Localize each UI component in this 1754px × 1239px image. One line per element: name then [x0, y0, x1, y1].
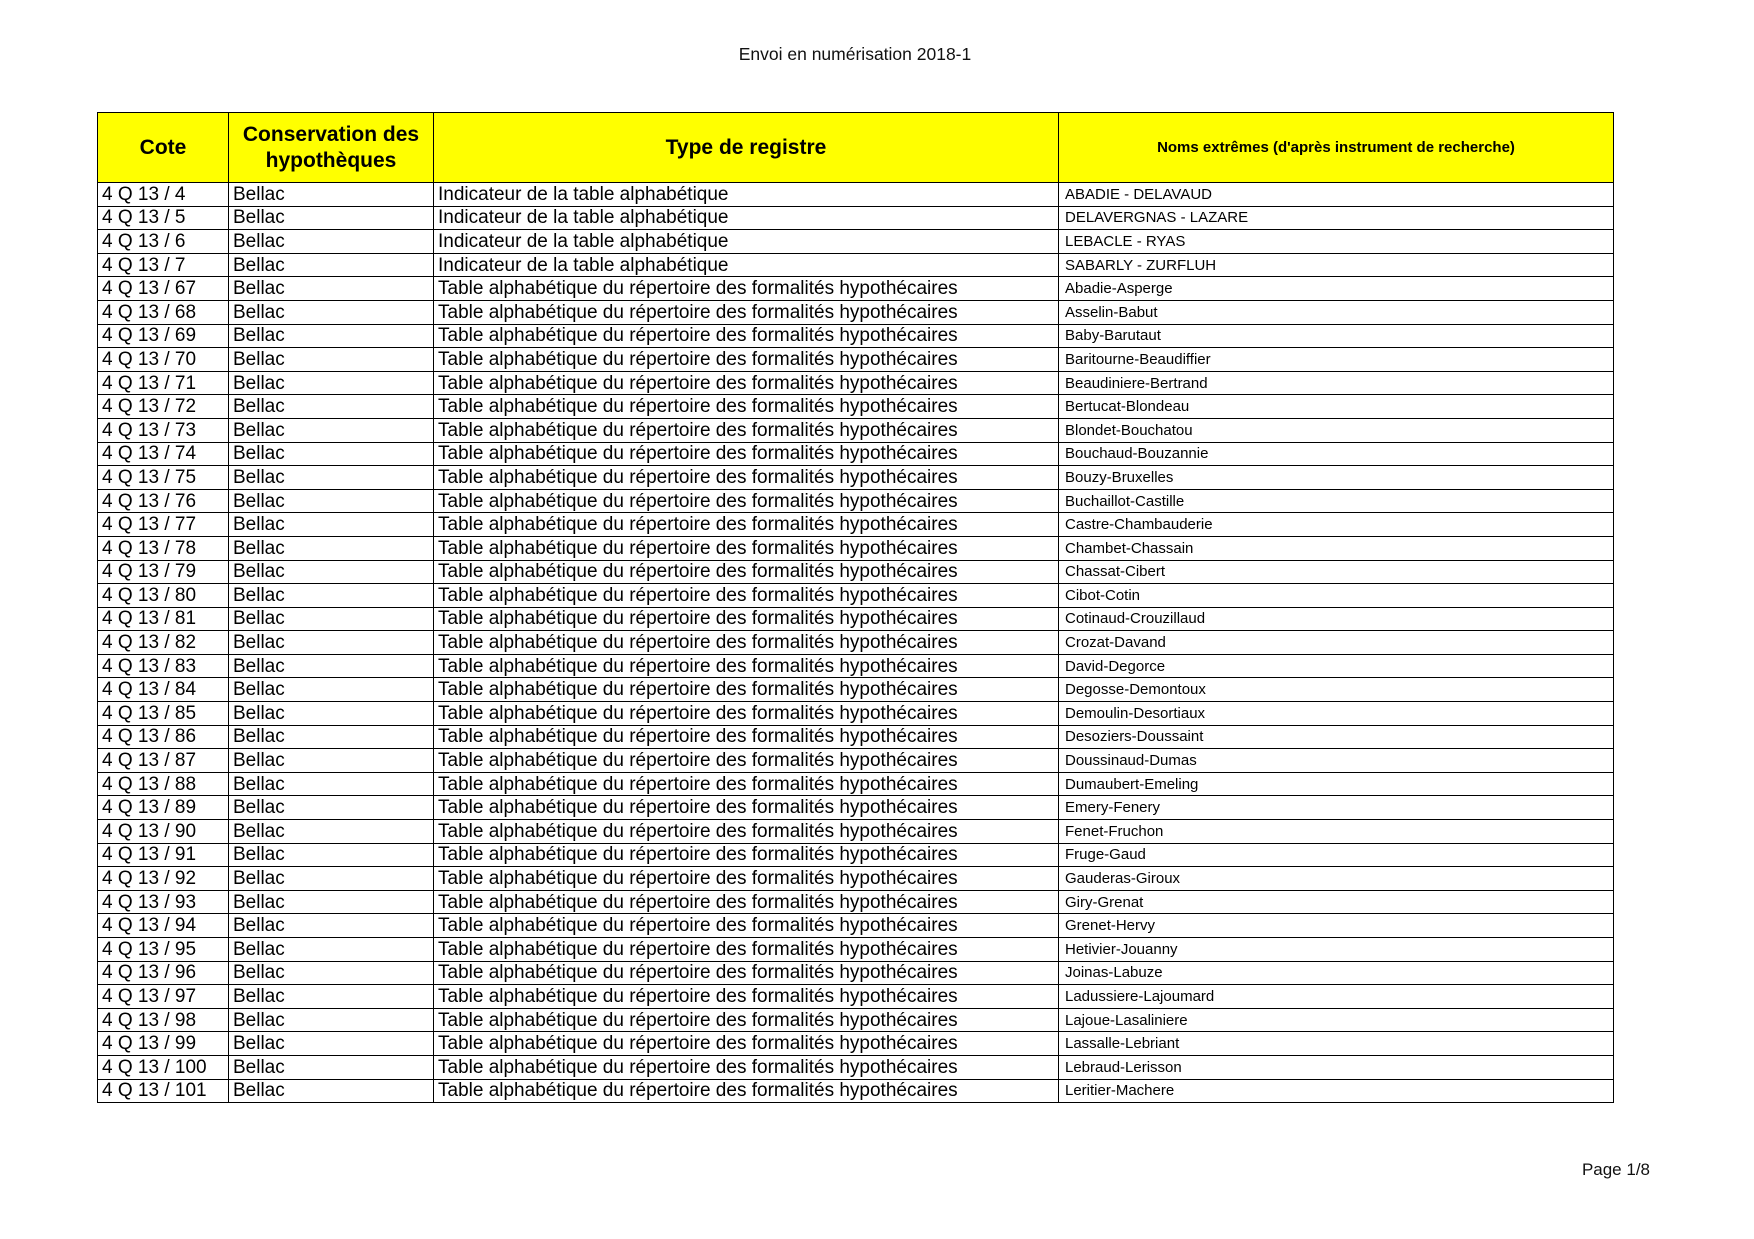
- noms-extremes-cell: Leritier-Machere: [1059, 1079, 1614, 1103]
- cote-cell: 4 Q 13 / 77: [98, 513, 229, 537]
- cote-cell: 4 Q 13 / 76: [98, 489, 229, 513]
- noms-extremes-cell: SABARLY - ZURFLUH: [1059, 253, 1614, 277]
- registre-type-cell: Table alphabétique du répertoire des formalités hypothécaires: [434, 348, 1059, 372]
- cote-cell: 4 Q 13 / 73: [98, 418, 229, 442]
- cote-cell: 4 Q 13 / 88: [98, 772, 229, 796]
- table-row: [98, 607, 1614, 631]
- registre-type-cell: Table alphabétique du répertoire des formalités hypothécaires: [434, 702, 1059, 726]
- cote-cell: 4 Q 13 / 85: [98, 702, 229, 726]
- registre-type-cell: Table alphabétique du répertoire des formalités hypothécaires: [434, 961, 1059, 985]
- cote-cell: 4 Q 13 / 91: [98, 843, 229, 867]
- table-row: [98, 183, 1614, 207]
- table-row: [98, 1079, 1614, 1103]
- noms-extremes-cell: LEBACLE - RYAS: [1059, 230, 1614, 254]
- cote-cell: 4 Q 13 / 78: [98, 536, 229, 560]
- page-title: Envoi en numérisation 2018-1: [738, 44, 972, 64]
- noms-extremes-cell: Beaudiniere-Bertrand: [1059, 371, 1614, 395]
- table-row: [98, 348, 1614, 372]
- table-row: [98, 867, 1614, 891]
- table-row: [98, 489, 1614, 513]
- noms-extremes-cell: Crozat-Davand: [1059, 631, 1614, 655]
- conservation-cell: Bellac: [229, 536, 434, 560]
- registre-type-cell: Table alphabétique du répertoire des formalités hypothécaires: [434, 1032, 1059, 1056]
- conservation-cell: Bellac: [229, 1032, 434, 1056]
- noms-extremes-cell: Bertucat-Blondeau: [1059, 395, 1614, 419]
- registre-type-cell: Indicateur de la table alphabétique: [434, 183, 1059, 207]
- registre-type-cell: Table alphabétique du répertoire des formalités hypothécaires: [434, 867, 1059, 891]
- registre-type-cell: Table alphabétique du répertoire des formalités hypothécaires: [434, 749, 1059, 773]
- noms-extremes-cell: Demoulin-Desortiaux: [1059, 702, 1614, 726]
- noms-extremes-cell: Ladussiere-Lajoumard: [1059, 985, 1614, 1009]
- noms-extremes-cell: Joinas-Labuze: [1059, 961, 1614, 985]
- table-row: [98, 654, 1614, 678]
- cote-cell: 4 Q 13 / 90: [98, 820, 229, 844]
- cote-cell: 4 Q 13 / 100: [98, 1055, 229, 1079]
- cote-cell: 4 Q 13 / 4: [98, 183, 229, 207]
- table-row: [98, 584, 1614, 608]
- column-header-noms-extremes: Noms extrêmes (d'après instrument de recherche): [1059, 113, 1614, 183]
- conservation-cell: Bellac: [229, 253, 434, 277]
- cote-cell: 4 Q 13 / 87: [98, 749, 229, 773]
- table-header-row: [98, 113, 1614, 183]
- cote-cell: 4 Q 13 / 75: [98, 466, 229, 490]
- conservation-cell: Bellac: [229, 914, 434, 938]
- table-row: [98, 418, 1614, 442]
- cote-cell: 4 Q 13 / 68: [98, 300, 229, 324]
- noms-extremes-cell: Chassat-Cibert: [1059, 560, 1614, 584]
- noms-extremes-cell: Baby-Barutaut: [1059, 324, 1614, 348]
- registre-type-cell: Table alphabétique du répertoire des formalités hypothécaires: [434, 418, 1059, 442]
- conservation-cell: Bellac: [229, 867, 434, 891]
- cote-cell: 4 Q 13 / 94: [98, 914, 229, 938]
- cote-cell: 4 Q 13 / 95: [98, 938, 229, 962]
- table-row: [98, 749, 1614, 773]
- noms-extremes-cell: Asselin-Babut: [1059, 300, 1614, 324]
- noms-extremes-cell: Desoziers-Doussaint: [1059, 725, 1614, 749]
- noms-extremes-cell: Hetivier-Jouanny: [1059, 938, 1614, 962]
- cote-cell: 4 Q 13 / 96: [98, 961, 229, 985]
- conservation-cell: Bellac: [229, 702, 434, 726]
- registre-type-cell: Table alphabétique du répertoire des formalités hypothécaires: [434, 442, 1059, 466]
- conservation-cell: Bellac: [229, 678, 434, 702]
- table-row: [98, 631, 1614, 655]
- cote-cell: 4 Q 13 / 101: [98, 1079, 229, 1103]
- cote-cell: 4 Q 13 / 69: [98, 324, 229, 348]
- conservation-cell: Bellac: [229, 654, 434, 678]
- cote-cell: 4 Q 13 / 81: [98, 607, 229, 631]
- table-row: [98, 985, 1614, 1009]
- conservation-cell: Bellac: [229, 277, 434, 301]
- table-row: [98, 560, 1614, 584]
- noms-extremes-cell: Castre-Chambauderie: [1059, 513, 1614, 537]
- registre-type-cell: Table alphabétique du répertoire des formalités hypothécaires: [434, 890, 1059, 914]
- table-row: [98, 324, 1614, 348]
- cote-cell: 4 Q 13 / 5: [98, 206, 229, 230]
- records-table: [97, 112, 1614, 1103]
- conservation-cell: Bellac: [229, 324, 434, 348]
- conservation-cell: Bellac: [229, 395, 434, 419]
- registre-type-cell: Table alphabétique du répertoire des formalités hypothécaires: [434, 324, 1059, 348]
- cote-cell: 4 Q 13 / 71: [98, 371, 229, 395]
- conservation-cell: Bellac: [229, 206, 434, 230]
- conservation-cell: Bellac: [229, 725, 434, 749]
- conservation-cell: Bellac: [229, 371, 434, 395]
- table-row: [98, 206, 1614, 230]
- cote-cell: 4 Q 13 / 97: [98, 985, 229, 1009]
- registre-type-cell: Indicateur de la table alphabétique: [434, 206, 1059, 230]
- noms-extremes-cell: DELAVERGNAS - LAZARE: [1059, 206, 1614, 230]
- noms-extremes-cell: Cotinaud-Crouzillaud: [1059, 607, 1614, 631]
- registre-type-cell: Table alphabétique du répertoire des formalités hypothécaires: [434, 820, 1059, 844]
- conservation-cell: Bellac: [229, 348, 434, 372]
- conservation-cell: Bellac: [229, 560, 434, 584]
- cote-cell: 4 Q 13 / 70: [98, 348, 229, 372]
- noms-extremes-cell: Lassalle-Lebriant: [1059, 1032, 1614, 1056]
- registre-type-cell: Table alphabétique du répertoire des formalités hypothécaires: [434, 395, 1059, 419]
- conservation-cell: Bellac: [229, 631, 434, 655]
- cote-cell: 4 Q 13 / 83: [98, 654, 229, 678]
- noms-extremes-cell: Giry-Grenat: [1059, 890, 1614, 914]
- cote-cell: 4 Q 13 / 92: [98, 867, 229, 891]
- table-row: [98, 395, 1614, 419]
- conservation-cell: Bellac: [229, 890, 434, 914]
- noms-extremes-cell: Degosse-Demontoux: [1059, 678, 1614, 702]
- table-row: [98, 820, 1614, 844]
- table-row: [98, 890, 1614, 914]
- registre-type-cell: Table alphabétique du répertoire des formalités hypothécaires: [434, 607, 1059, 631]
- cote-cell: 4 Q 13 / 99: [98, 1032, 229, 1056]
- cote-cell: 4 Q 13 / 82: [98, 631, 229, 655]
- conservation-cell: Bellac: [229, 489, 434, 513]
- conservation-cell: Bellac: [229, 772, 434, 796]
- cote-cell: 4 Q 13 / 86: [98, 725, 229, 749]
- table-row: [98, 796, 1614, 820]
- cote-cell: 4 Q 13 / 67: [98, 277, 229, 301]
- noms-extremes-cell: Chambet-Chassain: [1059, 536, 1614, 560]
- table-row: [98, 961, 1614, 985]
- table-row: [98, 230, 1614, 254]
- table-row: [98, 1032, 1614, 1056]
- conservation-cell: Bellac: [229, 1079, 434, 1103]
- table-row: [98, 466, 1614, 490]
- table-row: [98, 725, 1614, 749]
- registre-type-cell: Table alphabétique du répertoire des formalités hypothécaires: [434, 772, 1059, 796]
- conservation-cell: Bellac: [229, 300, 434, 324]
- conservation-cell: Bellac: [229, 607, 434, 631]
- noms-extremes-cell: David-Degorce: [1059, 654, 1614, 678]
- conservation-cell: Bellac: [229, 183, 434, 207]
- cote-cell: 4 Q 13 / 98: [98, 1008, 229, 1032]
- noms-extremes-cell: Emery-Fenery: [1059, 796, 1614, 820]
- noms-extremes-cell: Baritourne-Beaudiffier: [1059, 348, 1614, 372]
- conservation-cell: Bellac: [229, 820, 434, 844]
- registre-type-cell: Table alphabétique du répertoire des formalités hypothécaires: [434, 1055, 1059, 1079]
- conservation-cell: Bellac: [229, 843, 434, 867]
- cote-cell: 4 Q 13 / 6: [98, 230, 229, 254]
- noms-extremes-cell: Bouzy-Bruxelles: [1059, 466, 1614, 490]
- conservation-cell: Bellac: [229, 796, 434, 820]
- table-row: [98, 702, 1614, 726]
- noms-extremes-cell: Doussinaud-Dumas: [1059, 749, 1614, 773]
- registre-type-cell: Table alphabétique du répertoire des formalités hypothécaires: [434, 300, 1059, 324]
- table-row: [98, 442, 1614, 466]
- table-row: [98, 1008, 1614, 1032]
- registre-type-cell: Table alphabétique du répertoire des formalités hypothécaires: [434, 1008, 1059, 1032]
- noms-extremes-cell: Gauderas-Giroux: [1059, 867, 1614, 891]
- column-header-conservation: Conservation des hypothèques: [229, 113, 434, 183]
- conservation-cell: Bellac: [229, 749, 434, 773]
- cote-cell: 4 Q 13 / 93: [98, 890, 229, 914]
- conservation-cell: Bellac: [229, 584, 434, 608]
- table-row: [98, 371, 1614, 395]
- conservation-cell: Bellac: [229, 1008, 434, 1032]
- table-row: [98, 938, 1614, 962]
- cote-cell: 4 Q 13 / 84: [98, 678, 229, 702]
- conservation-cell: Bellac: [229, 938, 434, 962]
- registre-type-cell: Table alphabétique du répertoire des formalités hypothécaires: [434, 631, 1059, 655]
- noms-extremes-cell: Grenet-Hervy: [1059, 914, 1614, 938]
- table-row: [98, 914, 1614, 938]
- noms-extremes-cell: Fenet-Fruchon: [1059, 820, 1614, 844]
- registre-type-cell: Table alphabétique du répertoire des formalités hypothécaires: [434, 513, 1059, 537]
- conservation-cell: Bellac: [229, 442, 434, 466]
- registre-type-cell: Table alphabétique du répertoire des formalités hypothécaires: [434, 985, 1059, 1009]
- cote-cell: 4 Q 13 / 89: [98, 796, 229, 820]
- noms-extremes-cell: Abadie-Asperge: [1059, 277, 1614, 301]
- registre-type-cell: Table alphabétique du répertoire des formalités hypothécaires: [434, 938, 1059, 962]
- registre-type-cell: Table alphabétique du répertoire des formalités hypothécaires: [434, 843, 1059, 867]
- registre-type-cell: Table alphabétique du répertoire des formalités hypothécaires: [434, 277, 1059, 301]
- table-row: [98, 678, 1614, 702]
- table-row: [98, 536, 1614, 560]
- noms-extremes-cell: Lajoue-Lasaliniere: [1059, 1008, 1614, 1032]
- registre-type-cell: Table alphabétique du répertoire des formalités hypothécaires: [434, 371, 1059, 395]
- table-body: [98, 183, 1614, 1103]
- registre-type-cell: Table alphabétique du répertoire des formalités hypothécaires: [434, 560, 1059, 584]
- table-row: [98, 843, 1614, 867]
- column-header-cote: Cote: [98, 113, 229, 183]
- cote-cell: 4 Q 13 / 7: [98, 253, 229, 277]
- registre-type-cell: Table alphabétique du répertoire des formalités hypothécaires: [434, 489, 1059, 513]
- registre-type-cell: Table alphabétique du répertoire des formalités hypothécaires: [434, 466, 1059, 490]
- table-row: [98, 1055, 1614, 1079]
- cote-cell: 4 Q 13 / 74: [98, 442, 229, 466]
- registre-type-cell: Table alphabétique du répertoire des formalités hypothécaires: [434, 1079, 1059, 1103]
- cote-cell: 4 Q 13 / 79: [98, 560, 229, 584]
- registre-type-cell: Table alphabétique du répertoire des formalités hypothécaires: [434, 796, 1059, 820]
- conservation-cell: Bellac: [229, 985, 434, 1009]
- table-row: [98, 253, 1614, 277]
- column-header-type-de-registre: Type de registre: [434, 113, 1059, 183]
- conservation-cell: Bellac: [229, 466, 434, 490]
- conservation-cell: Bellac: [229, 418, 434, 442]
- cote-cell: 4 Q 13 / 80: [98, 584, 229, 608]
- registre-type-cell: Table alphabétique du répertoire des formalités hypothécaires: [434, 678, 1059, 702]
- table-row: [98, 772, 1614, 796]
- conservation-cell: Bellac: [229, 1055, 434, 1079]
- registre-type-cell: Table alphabétique du répertoire des formalités hypothécaires: [434, 914, 1059, 938]
- cote-cell: 4 Q 13 / 72: [98, 395, 229, 419]
- table-row: [98, 513, 1614, 537]
- registre-type-cell: Indicateur de la table alphabétique: [434, 230, 1059, 254]
- registre-type-cell: Table alphabétique du répertoire des formalités hypothécaires: [434, 654, 1059, 678]
- conservation-cell: Bellac: [229, 513, 434, 537]
- noms-extremes-cell: Dumaubert-Emeling: [1059, 772, 1614, 796]
- noms-extremes-cell: Blondet-Bouchatou: [1059, 418, 1614, 442]
- noms-extremes-cell: Fruge-Gaud: [1059, 843, 1614, 867]
- conservation-cell: Bellac: [229, 230, 434, 254]
- registre-type-cell: Indicateur de la table alphabétique: [434, 253, 1059, 277]
- noms-extremes-cell: Buchaillot-Castille: [1059, 489, 1614, 513]
- registre-type-cell: Table alphabétique du répertoire des formalités hypothécaires: [434, 725, 1059, 749]
- table-row: [98, 277, 1614, 301]
- conservation-cell: Bellac: [229, 961, 434, 985]
- noms-extremes-cell: Bouchaud-Bouzannie: [1059, 442, 1614, 466]
- noms-extremes-cell: ABADIE - DELAVAUD: [1059, 183, 1614, 207]
- noms-extremes-cell: Lebraud-Lerisson: [1059, 1055, 1614, 1079]
- table-row: [98, 300, 1614, 324]
- registre-type-cell: Table alphabétique du répertoire des formalités hypothécaires: [434, 536, 1059, 560]
- registre-type-cell: Table alphabétique du répertoire des formalités hypothécaires: [434, 584, 1059, 608]
- page-number: Page 1/8: [1581, 1160, 1650, 1179]
- noms-extremes-cell: Cibot-Cotin: [1059, 584, 1614, 608]
